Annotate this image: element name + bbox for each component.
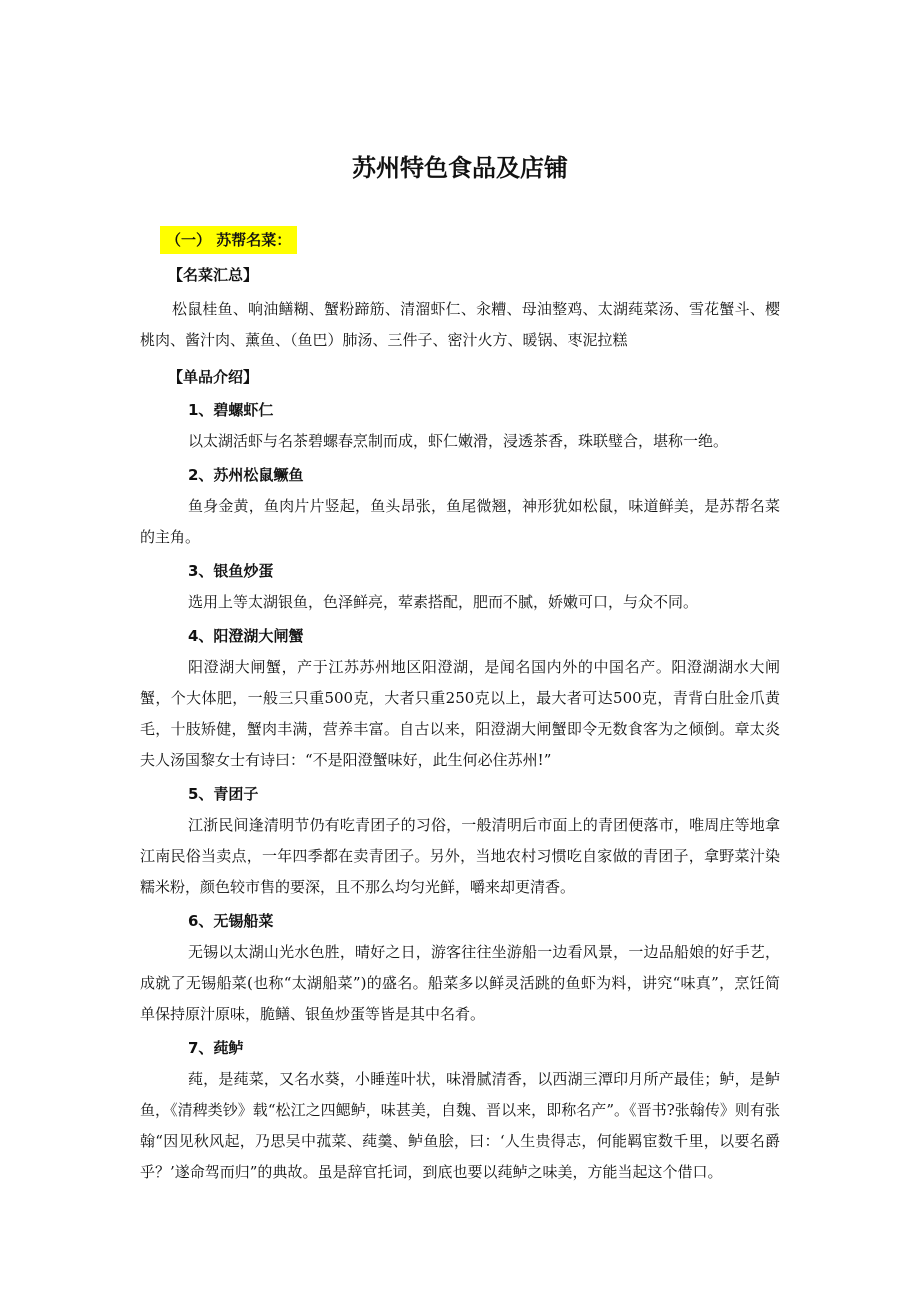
section-heading: （一） 苏帮名菜： [160, 226, 297, 254]
dish-item [140, 907, 780, 1030]
dish-item [140, 1034, 780, 1188]
dish-description: 以太湖活虾与名茶碧螺春烹制而成，虾仁嫩滑，浸透茶香，珠联璧合，堪称一绝。 [188, 432, 729, 450]
document-body [140, 226, 780, 1188]
dish-item [140, 557, 780, 618]
dish-title: 5、青团子 [188, 785, 259, 803]
dish-item [140, 622, 780, 776]
dish-title: 3、银鱼炒蛋 [188, 562, 274, 580]
dish-item [140, 396, 780, 457]
dish-title: 6、无锡船菜 [188, 912, 274, 930]
summary-text: 松鼠桂鱼、响油鳝糊、蟹粉蹄筋、清溜虾仁、汆糟、母油整鸡、太湖莼菜汤、雪花蟹斗、樱桃肉、酱汁肉、薰鱼、（鱼巴）肺汤、三件子、密汁火方、暖锅、枣泥拉糕 [140, 300, 780, 349]
dish-title: 4、阳澄湖大闸蟹 [188, 627, 304, 645]
dish-title: 1、碧螺虾仁 [188, 401, 274, 419]
dish-description: 江浙民间逢清明节仍有吃青团子的习俗，一般清明后市面上的青团便落市，唯周庄等地拿江南民俗当卖点，一年四季都在卖青团子。另外，当地农村习惯吃自家做的青团子，拿野菜汁染糯米粉，颜色较市售的要深，且不那么均匀光鲜，嚼来却更清香。 [140, 816, 780, 896]
dish-title: 2、苏州松鼠鳜鱼 [188, 466, 304, 484]
dish-description: 选用上等太湖银鱼，色泽鲜亮，荤素搭配，肥而不腻，娇嫩可口，与众不同。 [188, 593, 699, 611]
page-title: 苏州特色食品及店铺 [352, 154, 568, 182]
dish-item [140, 780, 780, 903]
intro-heading: 【单品介绍】 [168, 368, 259, 386]
section-heading-wrapper [140, 226, 780, 254]
dish-description: 阳澄湖大闸蟹，产于江苏苏州地区阳澄湖，是闻名国内外的中国名产。阳澄湖湖水大闸蟹，个大体肥，一般三只重500克，大者只重250克以上，最大者可达500克，青背白肚金爪黄毛，十肢矫健，蟹肉丰满，营养丰富。自古以来，阳澄湖大闸蟹即令无数食客为之倾倒。章太炎夫人汤国黎女士有诗曰：“不是阳澄蟹味好，此生何必住苏州!” [140, 658, 780, 769]
dish-description: 鱼身金黄，鱼肉片片竖起，鱼头昂张，鱼尾微翘，神形犹如松鼠，味道鲜美，是苏帮名菜的主角。 [140, 497, 780, 546]
dish-item [140, 461, 780, 553]
summary-heading: 【名菜汇总】 [168, 266, 259, 284]
dish-description: 无锡以太湖山光水色胜，晴好之日，游客往往坐游船一边看风景，一边品船娘的好手艺，成就了无锡船菜(也称“太湖船菜”)的盛名。船菜多以鲜灵活跳的鱼虾为料，讲究“味真”，烹饪简单保持原汁原味，脆鳝、银鱼炒蛋等皆是其中名肴。 [140, 943, 780, 1023]
dish-description: 莼，是莼菜，又名水葵，小睡莲叶状，味滑腻清香，以西湖三潭印月所产最佳；鲈，是鲈鱼，《清稗类钞》载“松江之四鳃鲈，味甚美，自魏、晋以来，即称名产”。《晋书?张翰传》则有张翰“因见秋风起，乃思吴中菰菜、莼羹、鲈鱼脍，曰：‘人生贵得志，何能羁宦数千里，以要名爵乎？’遂命驾而归”的典故。虽是辞官托词，到底也要以莼鲈之味美，方能当起这个借口。 [140, 1070, 780, 1181]
dish-list [140, 396, 780, 1188]
dish-title: 7、莼鲈 [188, 1039, 244, 1057]
